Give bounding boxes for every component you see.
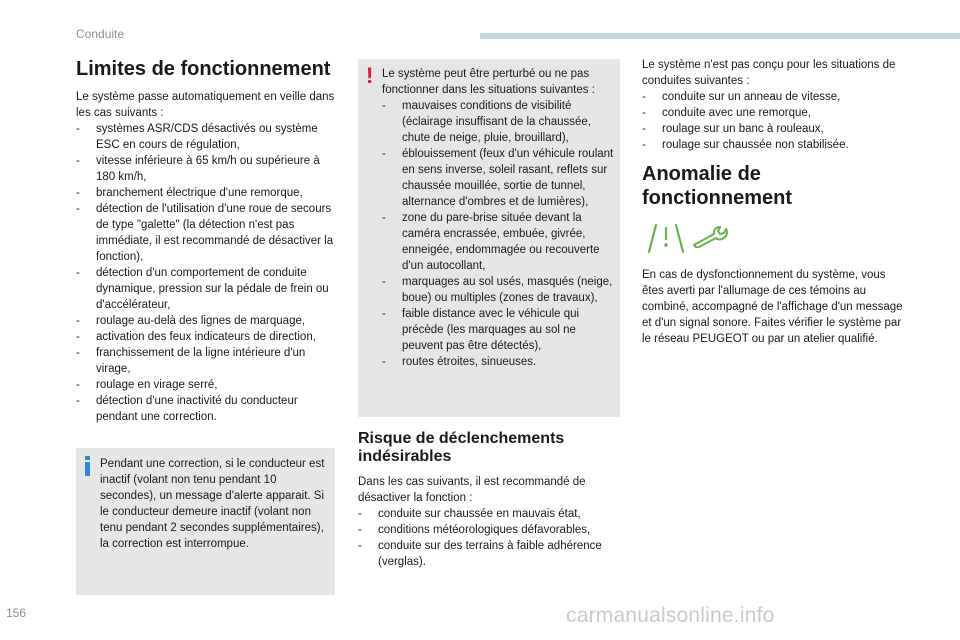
list-item: - routes étroites, sinueuses. (382, 354, 614, 370)
list-item: - branchement électrique d'une remorque, (76, 185, 338, 201)
list-item: - conditions météorologiques défavorables, (358, 522, 620, 538)
list-item: - faible distance avec le véhicule qui précède (les marquages au sol ne peuvent pas être détectés), (382, 306, 614, 354)
triggers-section (358, 474, 620, 570)
info-icon (84, 456, 92, 476)
limits-title: Limites de fonctionnement (76, 58, 331, 80)
list-item: - conduite sur chaussée en mauvais état, (358, 506, 620, 522)
list-item: - vitesse inférieure à 65 km/h ou supérieure à 180 km/h, (76, 153, 338, 185)
triggers-list (358, 506, 620, 570)
list-item: - roulage sur chaussée non stabilisée. (642, 137, 907, 153)
header-bar (480, 33, 960, 39)
triggers-intro: Dans les cas suivants, il est recommandé de désactiver la fonction : (358, 476, 586, 504)
section-header: Conduite (76, 27, 125, 41)
limits-list (76, 121, 338, 425)
list-item: - franchissement de la ligne intérieure d'un virage, (76, 345, 338, 377)
list-item: - mauvaises conditions de visibilité (éclairage insuffisant de la chaussée, chute de neige, pluie, brouillard), (382, 98, 614, 146)
not-designed-intro: Le système n'est pas conçu pour les situations de conduites suivantes : (642, 59, 896, 87)
list-item: - roulage sur un banc à rouleaux, (642, 121, 907, 137)
limits-section (76, 89, 338, 425)
list-item: - roulage en virage serré, (76, 377, 338, 393)
list-item: - systèmes ASR/CDS désactivés ou système ESC en cours de régulation, (76, 121, 338, 153)
triggers-title: Risque de déclenchements indésirables (358, 430, 565, 465)
warning-intro: Le système peut être perturbé ou ne pas fonctionner dans les situations suivantes : (382, 68, 595, 96)
list-item: - conduite sur des terrains à faible adhérence (verglas). (358, 538, 620, 570)
malfunction-title: Anomalie de fonctionnement (642, 163, 792, 209)
list-item: - marquages au sol usés, masqués (neige, boue) ou multiples (zones de travaux), (382, 274, 614, 306)
list-item: - détection d'une inactivité du conducteur pendant une correction. (76, 393, 338, 425)
list-item: - détection d'un comportement de conduite dynamique, pression sur la pédale de frein ou d'accélérateur, (76, 265, 338, 313)
warning-content (382, 66, 614, 370)
wrench-icon (692, 226, 730, 248)
page-number: 156 (6, 606, 27, 620)
list-item: - éblouissement (feux d'un véhicule roulant en sens inverse, soleil rasant, reflets sur chaussée mouillée, sortie de tunnel, alternance d'ombres et de lumières), (382, 146, 614, 210)
lane-keeping-warning-icon (646, 222, 686, 254)
list-item: - activation des feux indicateurs de direction, (76, 329, 338, 345)
watermark: carmanualsonline.info (566, 604, 775, 627)
list-item: - détection de l'utilisation d'une roue de secours de type "galette" (la détection n'est pas immédiate, il est recommandé de désactiver la fonction), (76, 201, 338, 265)
not-designed-section (642, 57, 907, 153)
warning-list (382, 98, 614, 370)
info-text: Pendant une correction, si le conducteur est inactif (volant non tenu pendant 10 secondes), un message d'alerte apparait. Si le conducteur demeure inactif (volant non tenu pendant 2 secondes supplémentaires), la correction est interrompue. (100, 458, 325, 550)
malfunction-text: En cas de dysfonctionnement du système, vous êtes averti par l'allumage de ces témoins au combiné, accompagné de l'affichage d'un message et d'un signal sonore. Faites vérifier le système par le réseau PEUGEOT ou par un atelier qualifié. (642, 269, 903, 345)
list-item: - roulage au-delà des lignes de marquage, (76, 313, 338, 329)
list-item: - zone du pare-brise située devant la caméra encrassée, embuée, givrée, enneigée, endommagée ou recouverte d'un autocollant, (382, 210, 614, 274)
list-item: - conduite avec une remorque, (642, 105, 907, 121)
warning-exclamation-icon: ! (366, 63, 374, 88)
not-designed-list (642, 89, 907, 153)
list-item: - conduite sur un anneau de vitesse, (642, 89, 907, 105)
limits-intro: Le système passe automatiquement en veille dans les cas suivants : (76, 91, 335, 119)
